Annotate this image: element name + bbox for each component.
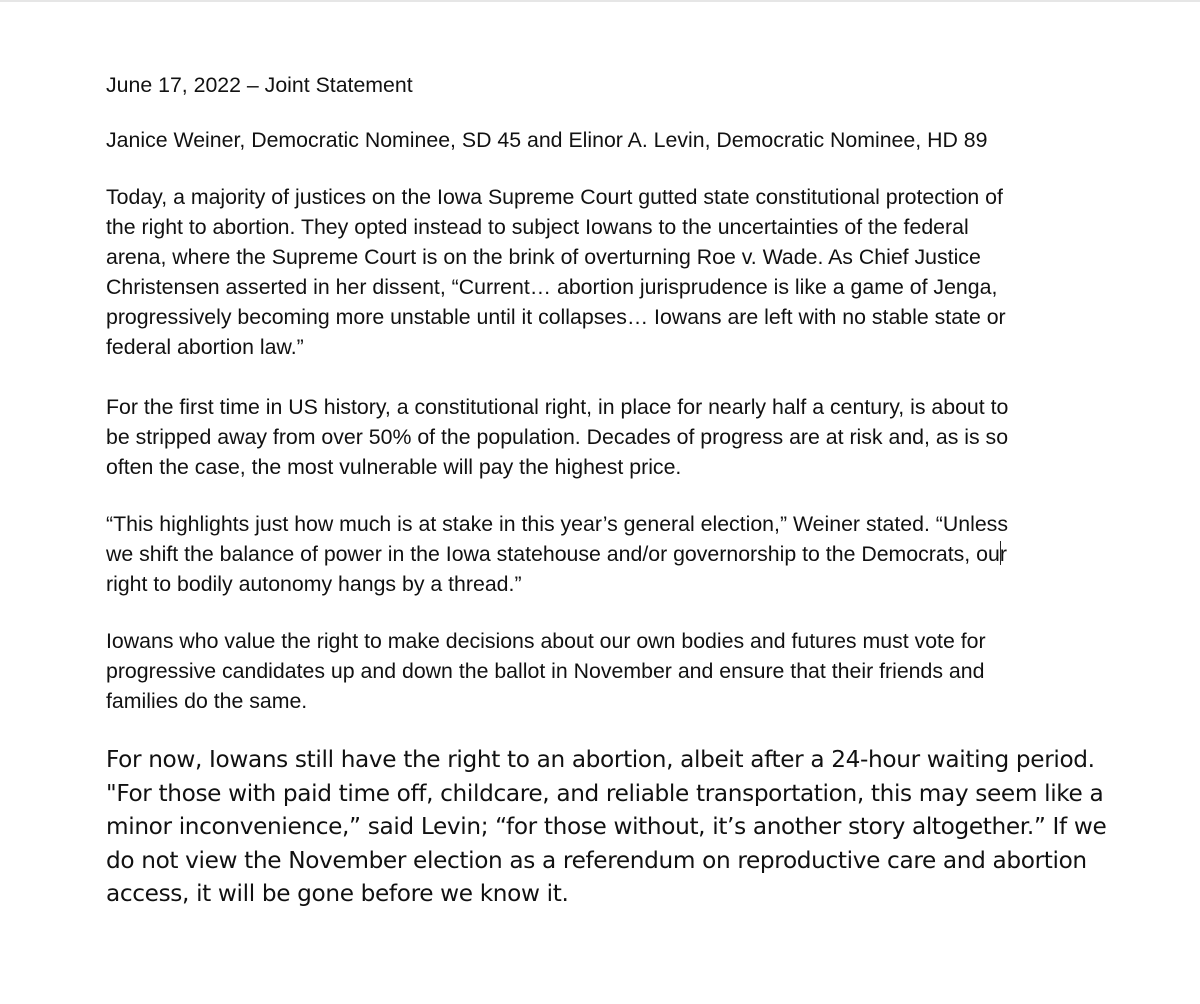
date-heading: [106, 70, 1106, 100]
authors-line: [106, 125, 1106, 155]
authors-text: Janice Weiner, Democratic Nominee, SD 45 and Elinor A. Levin, Democratic Nominee, HD 89: [106, 128, 988, 152]
paragraph-line: do not view the November election as a referendum on reproductive care and abortion: [106, 846, 1087, 874]
paragraph-line: the right to abortion. They opted instead to subject Iowans to the uncertainties of the federal: [106, 215, 969, 239]
paragraph-line: “This highlights just how much is at stake in this year’s general election,” Weiner stated. “Unless: [106, 512, 1008, 536]
paragraph-line: Christensen asserted in her dissent, “Current… abortion jurisprudence is like a game of Jenga,: [106, 275, 998, 299]
paragraph-line: families do the same.: [106, 689, 308, 713]
paragraph-line: federal abortion law.”: [106, 335, 304, 359]
paragraph-weiner-quote: [106, 509, 1106, 599]
top-border: [0, 0, 1200, 2]
paragraph-line: progressively becoming more unstable until it collapses… Iowans are left with no stable state or: [106, 305, 1006, 329]
paragraph-line: often the case, the most vulnerable will pay the highest price.: [106, 455, 682, 479]
text-before-cursor: we shift the balance of power in the Iowa statehouse and/or governorship to the Democrats, ou: [106, 542, 1000, 566]
paragraph-line: minor inconvenience,” said Levin; “for those without, it’s another story altogether.” If we: [106, 813, 1107, 840]
paragraph-line: progressive candidates up and down the ballot in November and ensure that their friends and: [106, 659, 985, 683]
paragraph-ruling: [106, 182, 1106, 362]
paragraph-history: [106, 392, 1106, 482]
paragraph-line: Iowans who value the right to make decisions about our own bodies and futures must vote for: [106, 629, 986, 653]
paragraph-line: arena, where the Supreme Court is on the brink of overturning Roe v. Wade. As Chief Justice: [106, 245, 981, 269]
paragraph-line: "For those with paid time off, childcare, and reliable transportation, this may seem like a: [106, 779, 1104, 807]
paragraph-levin-quote: [106, 743, 1106, 911]
paragraph-line: Today, a majority of justices on the Iowa Supreme Court gutted state constitutional protection of: [106, 185, 1003, 209]
date-line: June 17, 2022 – Joint Statement: [106, 73, 413, 97]
paragraph-line: For now, Iowans still have the right to an abortion, albeit after a 24-hour waiting period.: [106, 746, 1095, 773]
paragraph-call-to-vote: [106, 626, 1106, 716]
text-after-cursor: r: [999, 542, 1007, 566]
paragraph-line: For the first time in US history, a constitutional right, in place for nearly half a century, is about to: [106, 395, 1009, 419]
paragraph-line-with-cursor: [106, 539, 1106, 569]
paragraph-line: be stripped away from over 50% of the population. Decades of progress are at risk and, as is so: [106, 425, 1009, 449]
paragraph-line: access, it will be gone before we know it.: [106, 880, 569, 907]
paragraph-line: right to bodily autonomy hangs by a thread.”: [106, 572, 522, 596]
